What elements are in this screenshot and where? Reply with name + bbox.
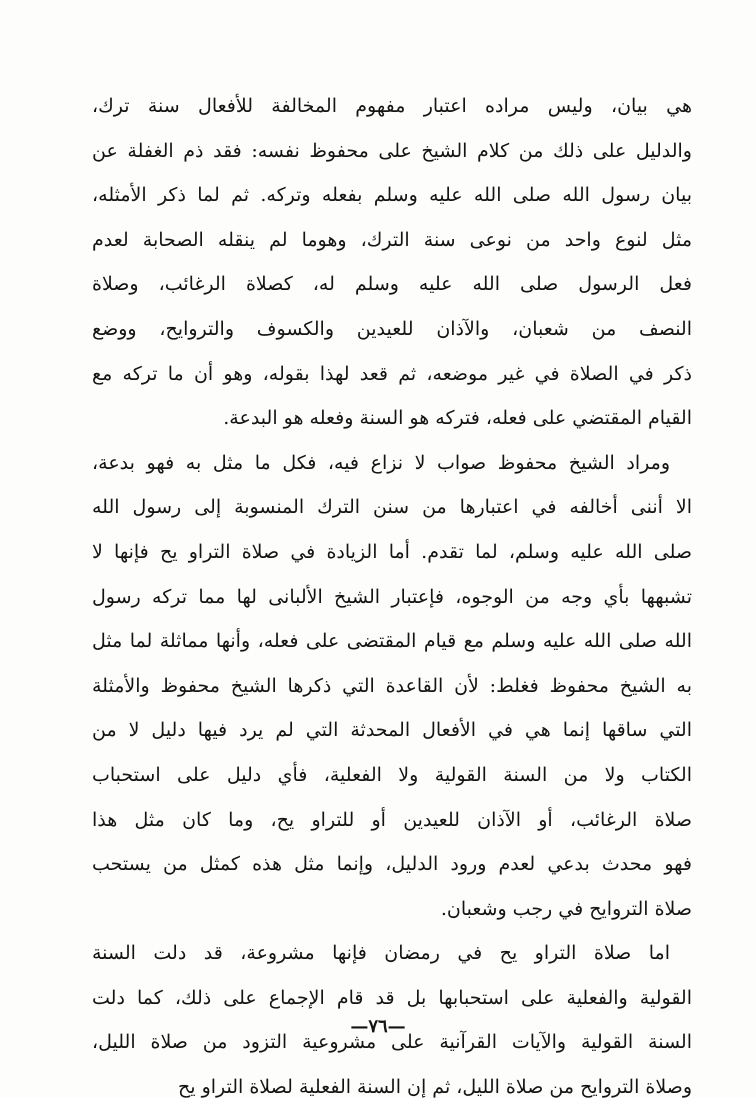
text-line: فعل الرسول صلى الله عليه وسلم له، كصلاة الرغائب، وصلاة bbox=[92, 273, 692, 296]
paragraph bbox=[92, 441, 692, 932]
text-line: مثل لنوع واحد من نوعى سنة الترك، وهوما لم ينقله الصحابة لعدم bbox=[92, 228, 692, 251]
text-line: وصلاة التروايح من صلاة الليل، ثم إن السنة الفعلية لصلاة التراو يح bbox=[177, 1076, 692, 1099]
text-line: صلاة الرغائب، أو الآذان للعيدين أو للتراو يح، وما كان مثل هذا bbox=[92, 808, 692, 831]
text-line: صلى الله عليه وسلم، لما تقدم. أما الزيادة في صلاة التراو يح فإنها لا bbox=[92, 540, 692, 563]
text-line: فهو محدث بدعي لعدم ورود الدليل، وإنما مثل هذه كمثل من يستحب bbox=[92, 853, 692, 876]
body-text bbox=[92, 84, 692, 1110]
paragraph bbox=[92, 84, 692, 441]
text-line: هي بيان، وليس مراده اعتبار مفهوم المخالفة للأفعال سنة ترك، bbox=[92, 95, 692, 117]
page-number: —٧٦— bbox=[350, 1016, 406, 1037]
text-line: الكتاب ولا من السنة القولية ولا الفعلية، فأي دليل على استحباب bbox=[92, 763, 692, 786]
text-line: اما صلاة التراو يح في رمضان فإنها مشروعة، قد دلت السنة bbox=[92, 942, 670, 965]
text-line: الله صلى الله عليه وسلم مع قيام المقتضى على فعله، وأنها مماثلة لما مثل bbox=[92, 630, 692, 653]
text-line: السنة القولية والآيات القرآنية على مشروعية التزود من صلاة الليل، bbox=[92, 1031, 692, 1054]
text-line: التي ساقها إنما هي في الأفعال المحدثة التي لم يرد فيها دليل لا من bbox=[92, 719, 692, 742]
text-line: تشبهها بأي وجه من الوجوه، فإعتبار الشيخ الألبانى لها مما تركه رسول bbox=[92, 585, 692, 608]
text-line: صلاة التروايح في رجب وشعبان. bbox=[440, 897, 692, 920]
text-line: القيام المقتضي على فعله، فتركه هو السنة وفعله هو البدعة. bbox=[223, 407, 692, 430]
text-line: القولية والفعلية على استحبابها بل قد قام الإجماع على ذلك، كما دلت bbox=[92, 986, 692, 1009]
text-line: ومراد الشيخ محفوظ صواب لا نزاع فيه، فكل ما مثل به فهو بدعة، bbox=[92, 451, 670, 474]
text-line: به الشيخ محفوظ فغلط: لأن القاعدة التي ذكرها الشيخ محفوظ والأمثلة bbox=[92, 674, 692, 697]
text-line: الا أننى أخالفه في اعتبارها من سنن الترك المنسوبة إلى رسول الله bbox=[92, 496, 692, 519]
text-line: ذكر في الصلاة في غير موضعه، ثم قعد لهذا بقوله، وهو أن ما تركه مع bbox=[92, 362, 692, 385]
text-line: النصف من شعبان، والآذان للعيدين والكسوف والتروايح، ووضع bbox=[92, 317, 692, 340]
text-line: بيان رسول الله صلى الله عليه وسلم بفعله وتركه. ثم لما ذكر الأمثله، bbox=[92, 184, 692, 207]
text-line: والدليل على ذلك من كلام الشيخ على محفوظ نفسه: فقد ذم الغفلة عن bbox=[92, 139, 692, 162]
